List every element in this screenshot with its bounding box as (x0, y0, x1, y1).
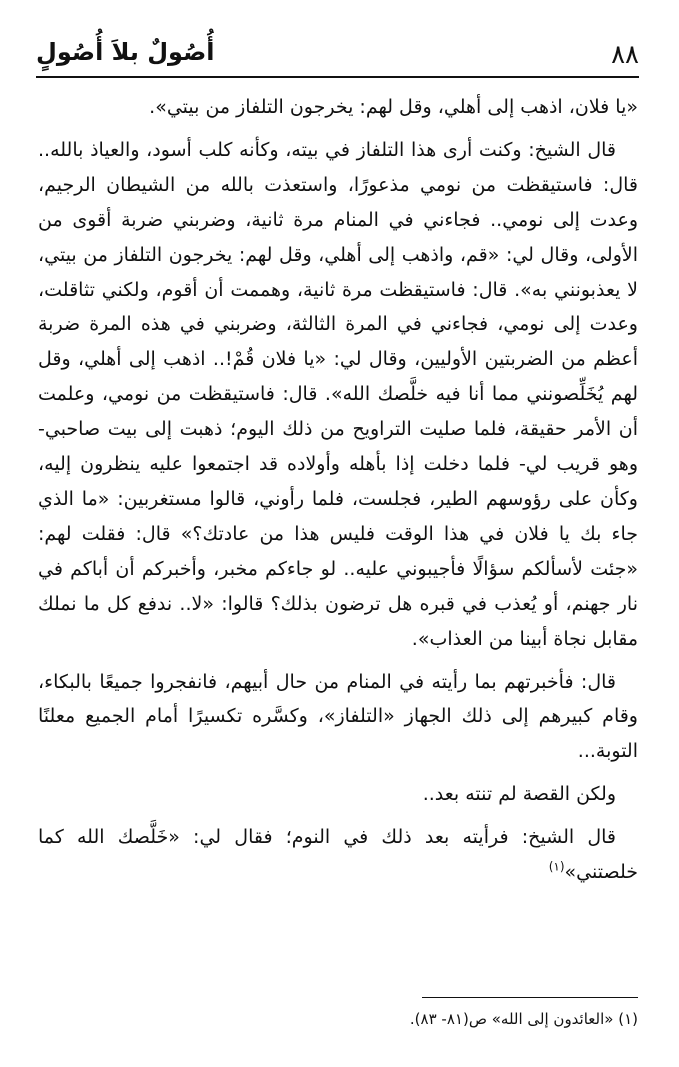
footnote-divider (422, 997, 638, 998)
footnote: (١) «العائدون إلى الله» ص(٨١- ٨٣). (409, 1010, 638, 1028)
paragraph-4: ولكن القصة لم تنته بعد.. (422, 783, 616, 806)
body-text (38, 90, 638, 890)
book-title: أُصُولٌ بلاَ أُصُولٍ (36, 38, 215, 66)
paragraph-5-text: قال الشيخ: فرأيته بعد ذلك في النوم؛ فقال لي: «خَلَّصك الله كما خلصتني» (38, 826, 638, 884)
paragraph-3: قال: فأخبرتهم بما رأيته في المنام من حال أبيهم، فانفجروا جميعًا بالبكاء، وقام كبيرهم إلى ذلك الجهاز «التلفاز»، وكسَّره تكسيرًا أمام الجميع معلنًا التوبة... (38, 670, 638, 763)
page-number: ٨٨ (611, 40, 639, 70)
paragraph-1: «يا فلان، اذهب إلى أهلي، وقل لهم: يخرجون التلفاز من بيتي». (149, 96, 638, 118)
paragraph-5 (38, 820, 638, 890)
footnote-reference: (١) (548, 859, 565, 874)
paragraph-2: قال الشيخ: وكنت أرى هذا التلفاز في بيته، وكأنه كلب أسود، والعياذ بالله.. قال: فاستيقظت من نومي مذعورًا، واستعذت بالله من الشيطان الرجيم، وعدت إلى نومي.. فجاءني في المنام مرة ثانية، وضربني ضربة أقوى من الأولى، وقال لي: «قم، واذهب إلى أهلي، وقل لهم: يخرجون التلفاز من بيتي، لا يعذبونني به». قال: فاستيقظت مرة ثانية، وهممت أن أقوم، ولكني تثاقلت، وعدت إلى نومي، فجاءني في المرة الثالثة، وضربني في هذه المرة ضربة أعظم من الضربتين الأوليين، وقال لي: «يا فلان قُمْ!.. اذهب إلى أهلي، وقل لهم يُخَلِّصونني مما أنا فيه خلَّصك الله». قال: فاستيقظت من نومي، وعلمت أن الأمر حقيقة، فلما صليت التراويح من ذلك اليوم؛ ذهبت إلى بيت صاحبي- وهو قريب لي- فلما دخلت إذا بأهله وأولاده قد اجتمعوا عليه ينظرون إليه، وكأن على رؤوسهم الطير، فجلست، فلما رأوني، قالوا مستغربين: «ما الذي جاء بك يا فلان في هذا الوقت فليس هذا من عادتك؟» قال: فقلت لهم: «جئت لأسألكم سؤالًا فأجيبوني عليه.. لو جاءكم مخبر، وأخبركم أن أباكم في نار جهنم، أو يُعذب في قبره هل ترضون بذلك؟ قالوا: «لا.. ندفع كل ما نملك مقابل نجاة أبينا من العذاب». (38, 138, 638, 650)
header-divider (36, 76, 639, 78)
page-header (36, 36, 639, 76)
